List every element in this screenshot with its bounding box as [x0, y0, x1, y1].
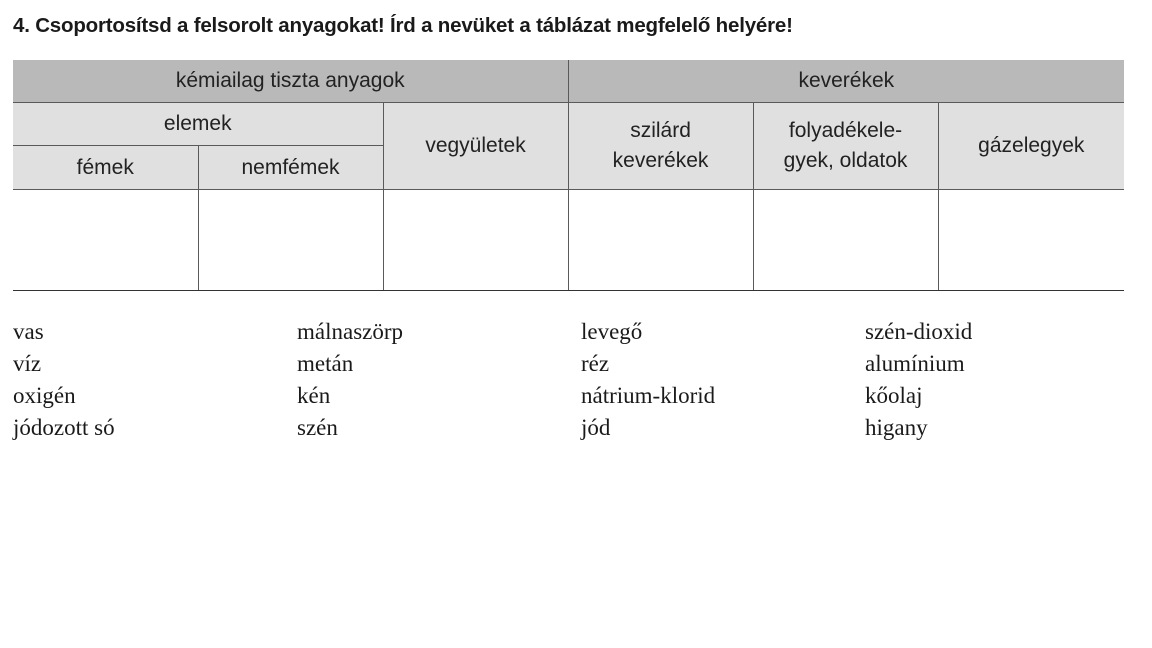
header-mixtures: keverékek	[568, 60, 1124, 103]
word-item: oxigén	[13, 383, 76, 408]
header-pure-substances: kémiailag tiszta anyagok	[13, 60, 568, 103]
header-nonmetals: nemfémek	[198, 146, 383, 190]
word-item: réz	[581, 351, 610, 376]
header-liquid-mixtures-line2: gyek, oldatok	[783, 149, 908, 172]
header-compounds: vegyületek	[383, 103, 568, 190]
word-column-2	[297, 316, 403, 444]
header-solid-mixtures-line1: szilárd	[630, 119, 691, 142]
header-metals: fémek	[13, 146, 198, 190]
word-item: víz	[13, 351, 42, 376]
header-elements: elemek	[13, 103, 383, 146]
classification-table	[13, 60, 1124, 291]
word-column-3	[581, 316, 715, 444]
header-solid-mixtures-line2: keverékek	[612, 149, 709, 172]
word-item: szén-dioxid	[865, 319, 973, 344]
word-item: vas	[13, 319, 44, 344]
word-column-1	[13, 316, 115, 444]
word-item: alumínium	[865, 351, 965, 376]
header-solid-mixtures	[568, 103, 753, 190]
header-liquid-mixtures	[753, 103, 938, 190]
answer-cell-metals[interactable]	[13, 190, 198, 291]
word-item: szén	[297, 415, 338, 440]
word-item: jód	[581, 415, 611, 440]
word-item: levegő	[581, 319, 643, 344]
answer-cell-nonmetals[interactable]	[198, 190, 383, 291]
word-item: metán	[297, 351, 354, 376]
word-item: higany	[865, 415, 928, 440]
word-item: kén	[297, 383, 331, 408]
answer-cell-solid-mixtures[interactable]	[568, 190, 753, 291]
header-liquid-mixtures-line1: folyadékele-	[788, 119, 903, 142]
task-title: 4. Csoportosítsd a felsorolt anyagokat! Írd a nevüket a táblázat megfelelő helyére!	[13, 14, 793, 37]
word-item: nátrium-klorid	[581, 383, 716, 408]
word-item: kőolaj	[865, 383, 923, 408]
answer-cell-compounds[interactable]	[383, 190, 568, 291]
word-column-4	[865, 316, 972, 444]
header-gas-mixtures: gázelegyek	[938, 103, 1124, 190]
word-item: málnaszörp	[297, 319, 404, 344]
answer-cell-gas-mixtures[interactable]	[938, 190, 1124, 291]
word-item: jódozott só	[13, 415, 115, 440]
answer-cell-liquid-mixtures[interactable]	[753, 190, 938, 291]
